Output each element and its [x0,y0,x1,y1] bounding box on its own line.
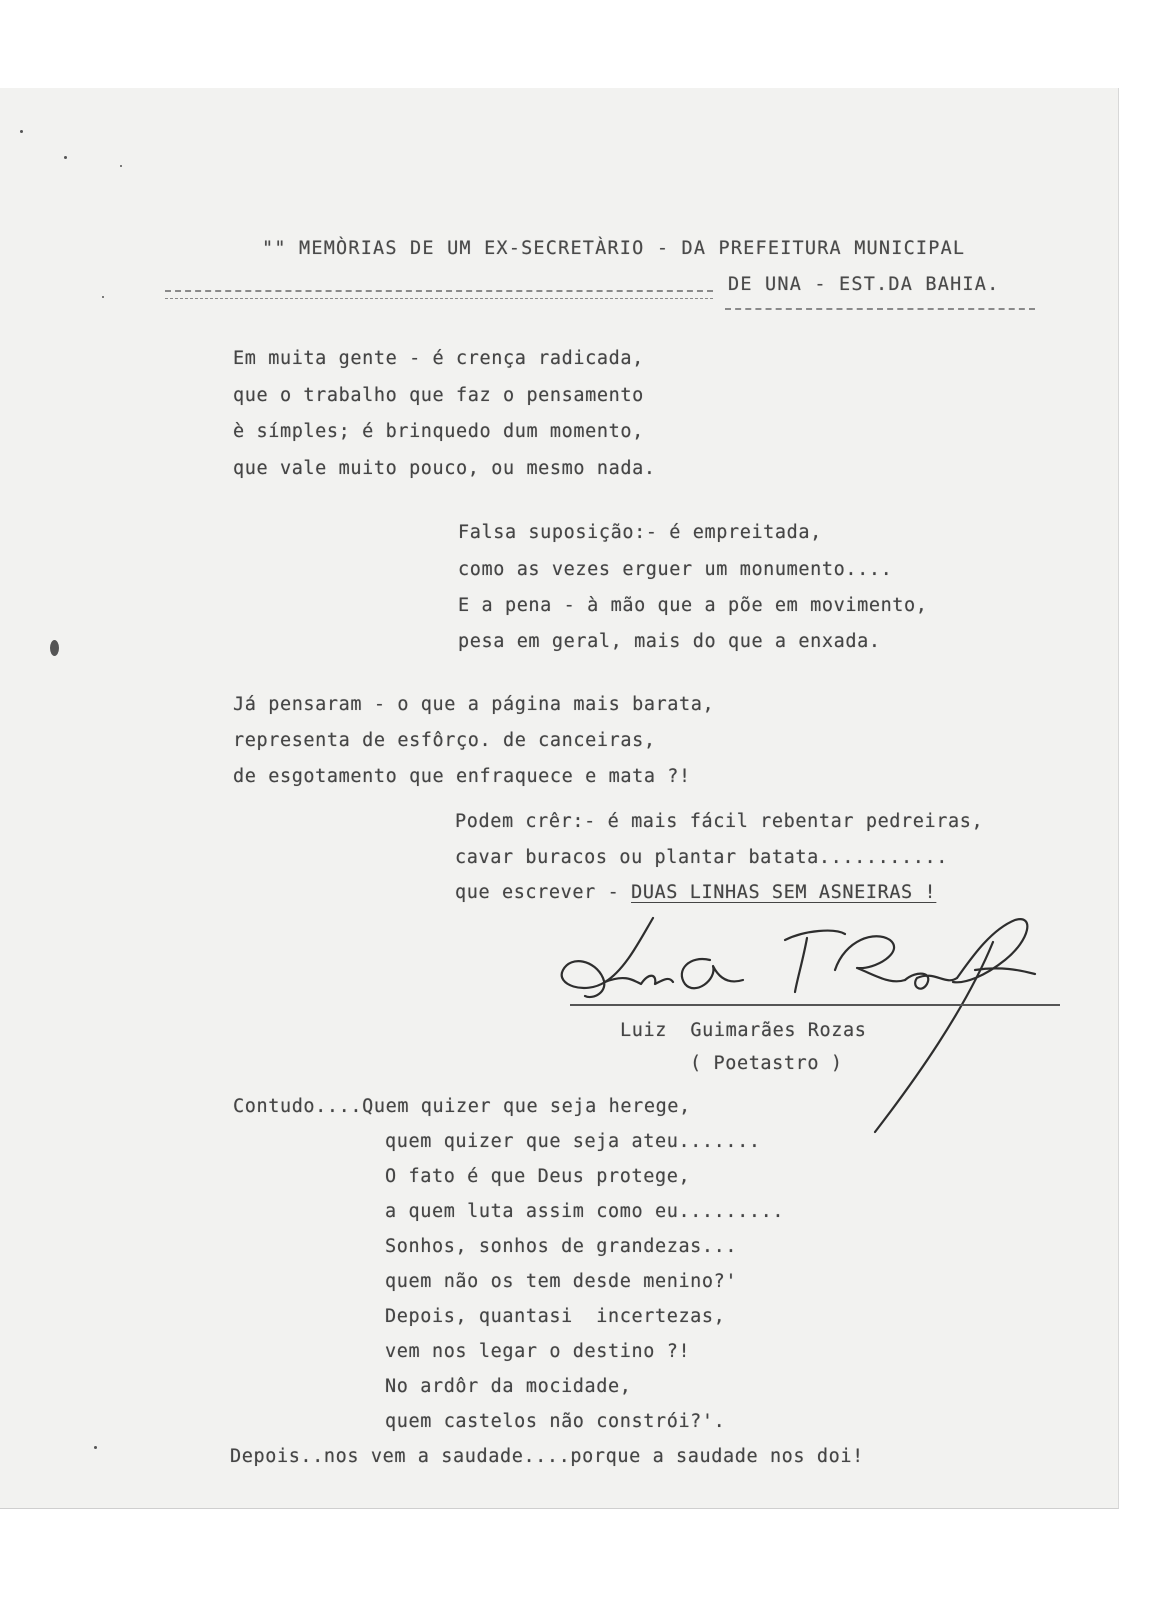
emphasized-phrase: DUAS LINHAS SEM ASNEIRAS ! [631,882,937,903]
poem-line: a quem luta assim como eu......... [385,1201,785,1222]
poem-line-lead: que escrever - [455,882,632,903]
poem-line: representa de esfôrço. de canceiras, [233,730,656,751]
title-rule-left [165,290,713,292]
poem-line: que o trabalho que faz o pensamento [233,385,644,406]
poem-line: quem castelos não constrói?'. [385,1411,726,1432]
poem-line: quem quizer que seja ateu....... [385,1131,761,1152]
poem-line: de esgotamento que enfraquece e mata ?! [233,766,691,787]
poem-line: Contudo....Quem quizer que seja herege, [233,1096,691,1117]
ink-speck [50,640,59,656]
signatory-name: Luiz Guimarães Rozas [620,1020,867,1041]
poem-line: Falsa suposição:- é empreitada, [458,522,822,543]
ink-speck [64,156,67,159]
signatory-pseudonym: ( Poetastro ) [690,1053,843,1074]
signature-line [570,1004,1060,1006]
title-rule-left-lower [165,298,713,299]
poem-line: vem nos legar o destino ?! [385,1341,691,1362]
poem-line: cavar buracos ou plantar batata........... [455,847,948,868]
poem-line: Depois..nos vem a saudade....porque a saudade nos doi! [230,1446,864,1467]
poem-line: Depois, quantasi incertezas, [385,1306,726,1327]
poem-line: E a pena - à mão que a põe em movimento, [458,595,928,616]
ink-speck [120,165,122,167]
poem-line: quem não os tem desde menino?' [385,1271,738,1292]
poem-line: No ardôr da mocidade, [385,1376,632,1397]
poem-line: Sonhos, sonhos de grandezas... [385,1236,738,1257]
poem-line: como as vezes erguer um monumento.... [458,559,893,580]
poem-line: que vale muito pouco, ou mesmo nada. [233,458,656,479]
document-title-line-1: "" MEMÒRIAS DE UM EX-SECRETÀRIO - DA PREFEITURA MUNICIPAL [262,238,966,259]
poem-line: O fato é que Deus protege, [385,1166,691,1187]
typed-page [0,88,1119,1509]
poem-line: è símples; é brinquedo dum momento, [233,421,644,442]
poem-line: Em muita gente - é crença radicada, [233,348,644,369]
ink-speck [20,130,23,133]
document-title-line-2: DE UNA - EST.DA BAHIA. [728,274,1000,295]
ink-speck [94,1446,97,1449]
ink-speck [102,296,104,298]
poem-line: pesa em geral, mais do que a enxada. [458,631,881,652]
poem-line: Podem crêr:- é mais fácil rebentar pedreiras, [455,811,984,832]
poem-line: Já pensaram - o que a página mais barata, [233,694,715,715]
title-rule-right [725,308,1035,310]
